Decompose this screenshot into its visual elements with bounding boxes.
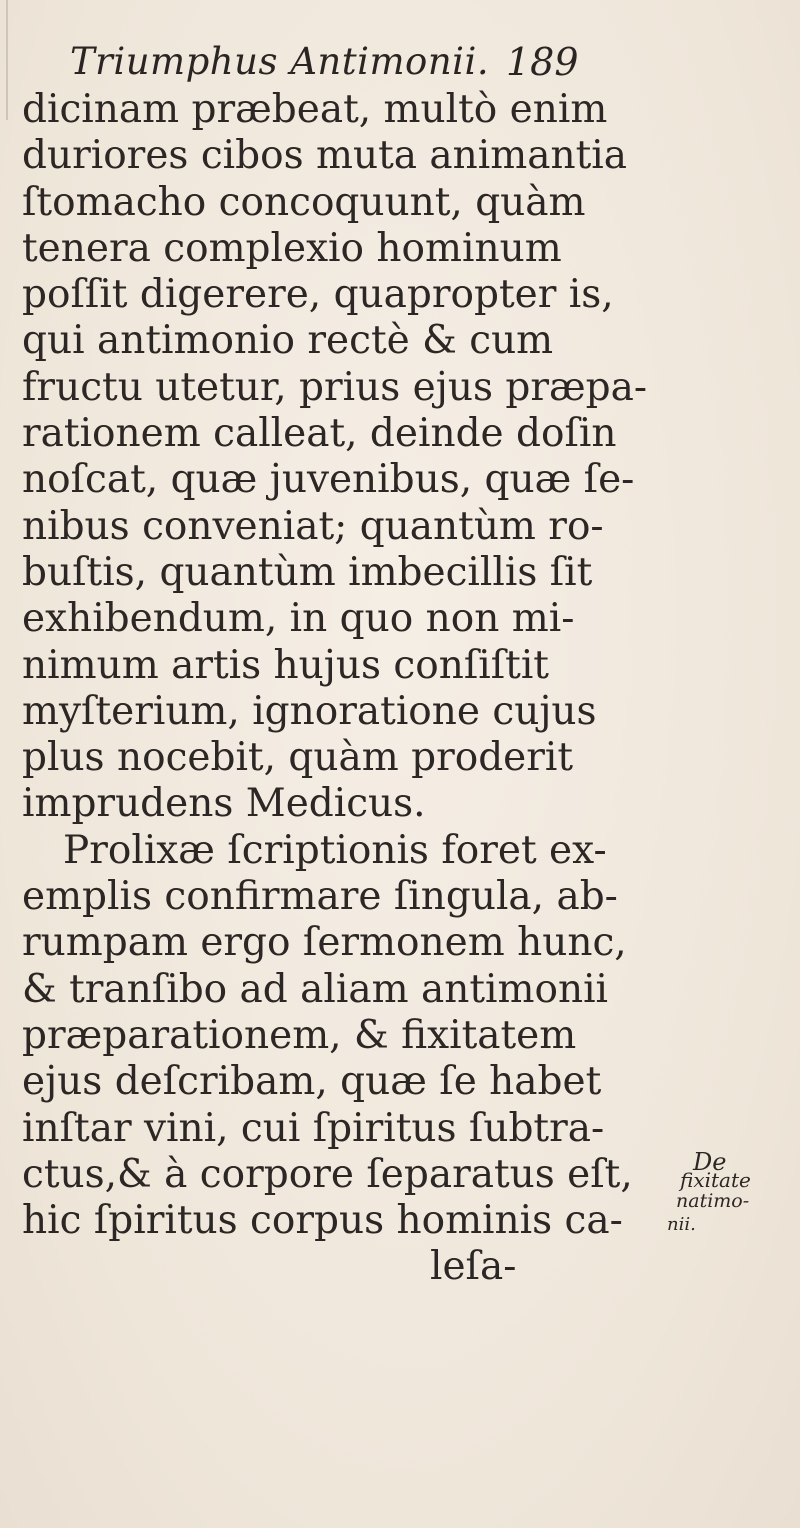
text-line: hic ſpiritus corpus hominis ca- xyxy=(22,1198,623,1244)
text-line: nimum artis hujus conſiſtit xyxy=(22,642,549,688)
text-line: poſſit digerere, quapropter is, xyxy=(22,272,614,318)
paragraph-start-line: Prolixæ ſcriptionis foret ex- xyxy=(63,827,607,873)
text-line: qui antimonio rectè & cum xyxy=(22,318,554,364)
text-line: duriores cibos muta animantia xyxy=(22,133,627,179)
text-line: rationem calleat, deinde doſin xyxy=(22,411,617,457)
text-line: dicinam præbeat, multò enim xyxy=(22,87,608,132)
page-header xyxy=(70,30,740,90)
marginal-note-line: natimo- xyxy=(676,1190,750,1212)
marginal-note-line: nii. xyxy=(667,1214,696,1235)
text-line: exhibendum, in quo non mi- xyxy=(22,596,575,642)
text-line: noſcat, quæ juvenibus, quæ ſe- xyxy=(22,457,635,503)
marginal-note-line: fixitate xyxy=(680,1168,751,1192)
text-line: ſtomacho concoquunt, quàm xyxy=(22,179,586,225)
text-line: ejus deſcribam, quæ ſe habet xyxy=(22,1059,602,1105)
text-line: emplis confirmare ſingula, ab- xyxy=(22,874,618,920)
text-line: ctus,& à corpore ſeparatus eſt, xyxy=(22,1151,633,1197)
catchword: leſa- xyxy=(430,1244,517,1290)
marginal-note-line: De xyxy=(693,1148,727,1176)
running-title: Triumphus Antimonii. xyxy=(70,40,490,83)
text-line: inſtar vini, cui ſpiritus ſubtra- xyxy=(22,1105,605,1151)
text-line: & tranſibo ad aliam antimonii xyxy=(22,966,609,1012)
text-line: myſterium, ignoratione cujus xyxy=(22,688,597,734)
text-line: rumpam ergo ſermonem hunc, xyxy=(22,920,627,966)
text-line: buſtis, quantùm imbecillis ſit xyxy=(22,549,593,595)
text-line: nibus conveniat; quantùm ro- xyxy=(22,503,604,549)
text-line: fructu utetur, prius ejus præpa- xyxy=(22,364,648,410)
body-text xyxy=(22,87,782,1291)
page-edge-shadow xyxy=(6,0,8,120)
page-number: 189 xyxy=(506,40,579,84)
text-line: plus nocebit, quàm proderit xyxy=(22,735,574,781)
text-line: imprudens Medicus. xyxy=(22,781,426,827)
text-line: præparationem, & fixitatem xyxy=(22,1012,577,1058)
text-line: tenera complexio hominum xyxy=(22,225,562,271)
